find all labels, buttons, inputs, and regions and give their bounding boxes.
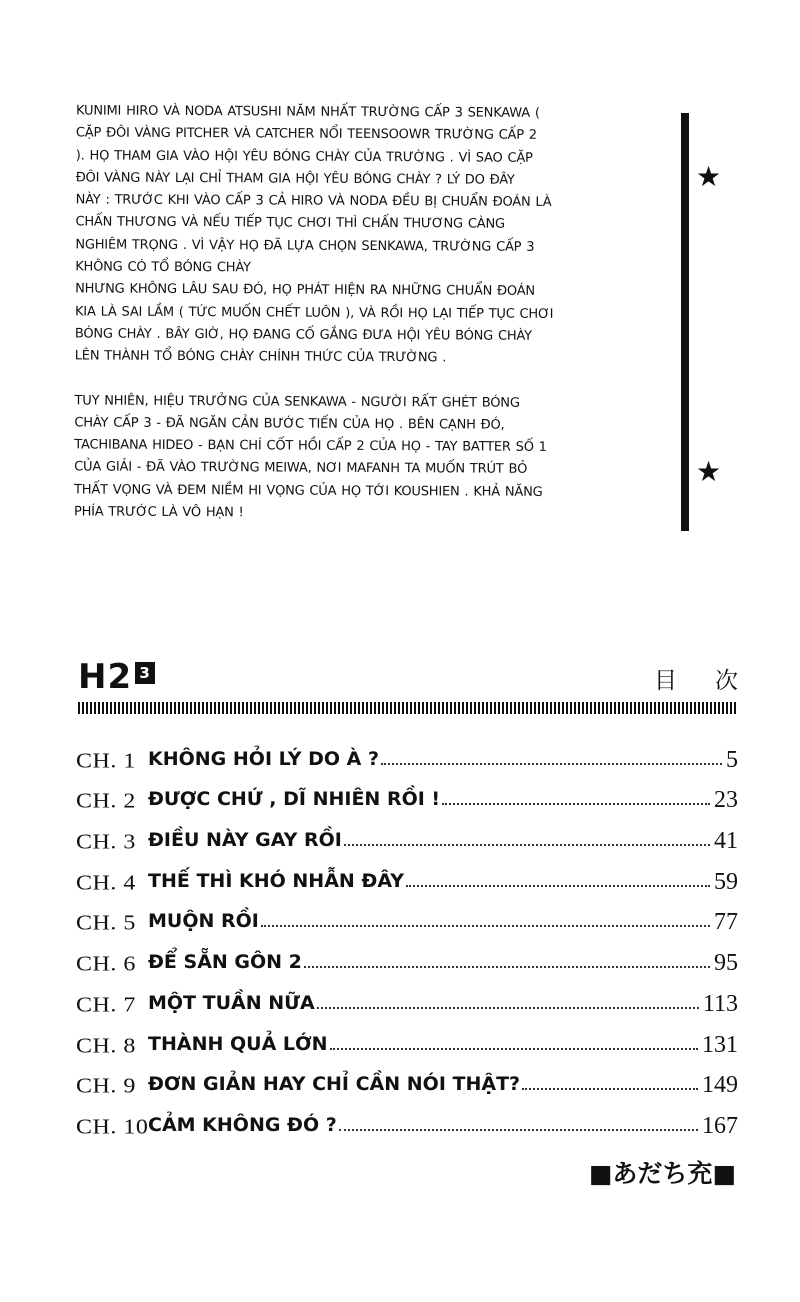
page-number: 113 (702, 990, 738, 1017)
chapter-title: THẾ THÌ KHÓ NHẪN ĐÂY (148, 869, 404, 892)
toc-header (78, 657, 776, 700)
decorative-barcode-divider (78, 702, 738, 714)
chapter-title: THÀNH QUẢ LỚN (148, 1032, 328, 1055)
page-number: 167 (702, 1112, 738, 1139)
series-logo (78, 657, 155, 697)
chapter-number: CH. 3 (76, 830, 136, 855)
chapter-title: KHÔNG HỎI LÝ DO À ? (148, 747, 380, 770)
toc-title: 目次 (654, 668, 776, 694)
toc-entry[interactable] (76, 896, 738, 937)
synopsis (74, 100, 676, 526)
dot-leader (261, 925, 710, 927)
page-number: 149 (702, 1072, 738, 1099)
toc-entry[interactable] (76, 855, 738, 896)
chapter-number: CH. 4 (76, 871, 136, 895)
toc-entry[interactable] (76, 733, 738, 774)
chapter-number: CH. 1 (76, 749, 136, 773)
chapter-title: MỘT TUẦN NỮA (148, 991, 315, 1014)
star-icon: ★ (696, 160, 722, 193)
dot-leader (317, 1007, 699, 1009)
toc-entry[interactable] (76, 774, 738, 815)
dot-leader (339, 1129, 698, 1131)
dot-leader (522, 1088, 698, 1090)
dot-leader (330, 1048, 699, 1050)
dot-leader (344, 844, 710, 846)
chapter-title: ĐỂ SẴN GÔN 2 (148, 951, 302, 974)
chapter-title: MUỘN RỒI (148, 910, 259, 933)
chapter-number: CH. 2 (76, 790, 136, 814)
toc-entry[interactable] (76, 814, 738, 855)
dot-leader (381, 763, 722, 765)
dot-leader (442, 803, 710, 805)
toc-entry[interactable] (76, 1099, 738, 1140)
toc-entry[interactable] (76, 1059, 738, 1100)
chapter-number: CH. 5 (76, 912, 136, 936)
volume-badge: 3 (135, 662, 155, 684)
synopsis-paragraph-1: KUNIMI HIRO VÀ NODA ATSUSHI NĂM NHẤT TRƯỜNG CẤP 3 SENKAWA ( CẶP ĐÔI VÀNG PITCHER VÀ CATCHER NỔI TEENSOOWR TRƯỜNG CẤP 2 ). HỌ THAM GIA VÀO HỘI YÊU BÓNG CHÀY CỦA TRƯỜNG . VÌ SAO CẶP ĐÔI VÀNG NÀY LẠI CHỈ THAM GIA HỘI YÊU BÓNG CHÀY ? LÝ DO ĐÂY NÀY : TRƯỚC KHI VÀO CẤP 3 CẢ HIRO VÀ NODA ĐỀU BỊ CHUẨN ĐOÁN LÀ CHẤN THƯƠNG VÀ NẾU TIẾP TỤC CHƠI THÌ CHẤN THƯƠNG CÀNG NGHIÊM TRỌNG . VÌ VẬY HỌ ĐÃ LỰA CHỌN SENKAWA, TRƯỜNG CẤP 3 KHÔNG CÓ TỔ BÓNG CHÀY NHƯNG KHÔNG LÂU SAU ĐÓ, HỌ PHÁT HIỆN RA NHỮNG CHUẨN ĐOÁN KIA LÀ SAI LẦM ( TỨC MUỐN CHẾT LUÔN ), VÀ RỒI HỌ LẠI TIẾP TỤC CHƠI BÓNG CHÀY . BÂY GIỜ, HỌ ĐANG CỐ GẮNG ĐƯA HỘI YÊU BÓNG CHÀY LÊN THÀNH TỔ BÓNG CHÀY CHÍNH THỨC CỦA TRƯỜNG . (74, 103, 554, 366)
chapter-title: ĐƠN GIẢN HAY CHỈ CẦN NÓI THẬT? (148, 1073, 521, 1096)
page-number: 95 (714, 950, 738, 977)
dot-leader (304, 966, 710, 968)
synopsis-paragraph-2: TUY NHIÊN, HIỆU TRƯỞNG CỦA SENKAWA - NGƯỜI RẤT GHÉT BÓNG CHÀY CẤP 3 - ĐÃ NGĂN CẢN BƯỚC TIẾN CỦA HỌ . BÊN CẠNH ĐÓ, TACHIBANA HIDEO - BẠN CHÍ CỐT HỒI CẤP 2 CỦA HỌ - TAY BATTER SỐ 1 CỦA GIẢI - ĐÃ VÀO TRƯỜNG MEIWA, NƠI MAFANH TA MUỐN TRÚT BỎ THẤT VỌNG VÀ ĐEM NIỀM HI VỌNG CỦA HỌ TỚI KOUSHIEN . KHẢ NĂNG PHÍA TRƯỚC LÀ VÔ HẠN ! (73, 392, 547, 521)
chapter-title: ĐƯỢC CHỨ , DĨ NHIÊN RỒI ! (148, 788, 441, 811)
chapter-number: CH. 7 (76, 993, 136, 1017)
chapter-number: CH. 8 (76, 1034, 136, 1058)
page-number: 59 (714, 868, 738, 895)
dot-leader (406, 885, 710, 887)
toc-entry[interactable] (76, 977, 738, 1018)
author-name: ■あだち充■ (588, 1159, 736, 1188)
chapter-title: CẢM KHÔNG ĐÓ ? (148, 1113, 337, 1136)
page-number: 5 (726, 746, 738, 773)
vertical-divider (681, 113, 689, 531)
page-number: 41 (714, 828, 738, 855)
chapter-number: CH. 10 (76, 1115, 149, 1139)
toc-entry[interactable] (76, 936, 738, 977)
page-number: 23 (714, 787, 738, 814)
chapter-number: CH. 9 (76, 1074, 136, 1099)
page-number: 131 (702, 1031, 738, 1058)
table-of-contents (76, 733, 738, 1140)
chapter-title: ĐIỀU NÀY GAY RỒI (148, 829, 342, 852)
star-icon: ★ (696, 455, 722, 488)
logo-text: H2 (78, 657, 133, 697)
toc-entry[interactable] (76, 1018, 738, 1059)
page-number: 77 (714, 909, 738, 936)
chapter-number: CH. 6 (76, 952, 136, 977)
